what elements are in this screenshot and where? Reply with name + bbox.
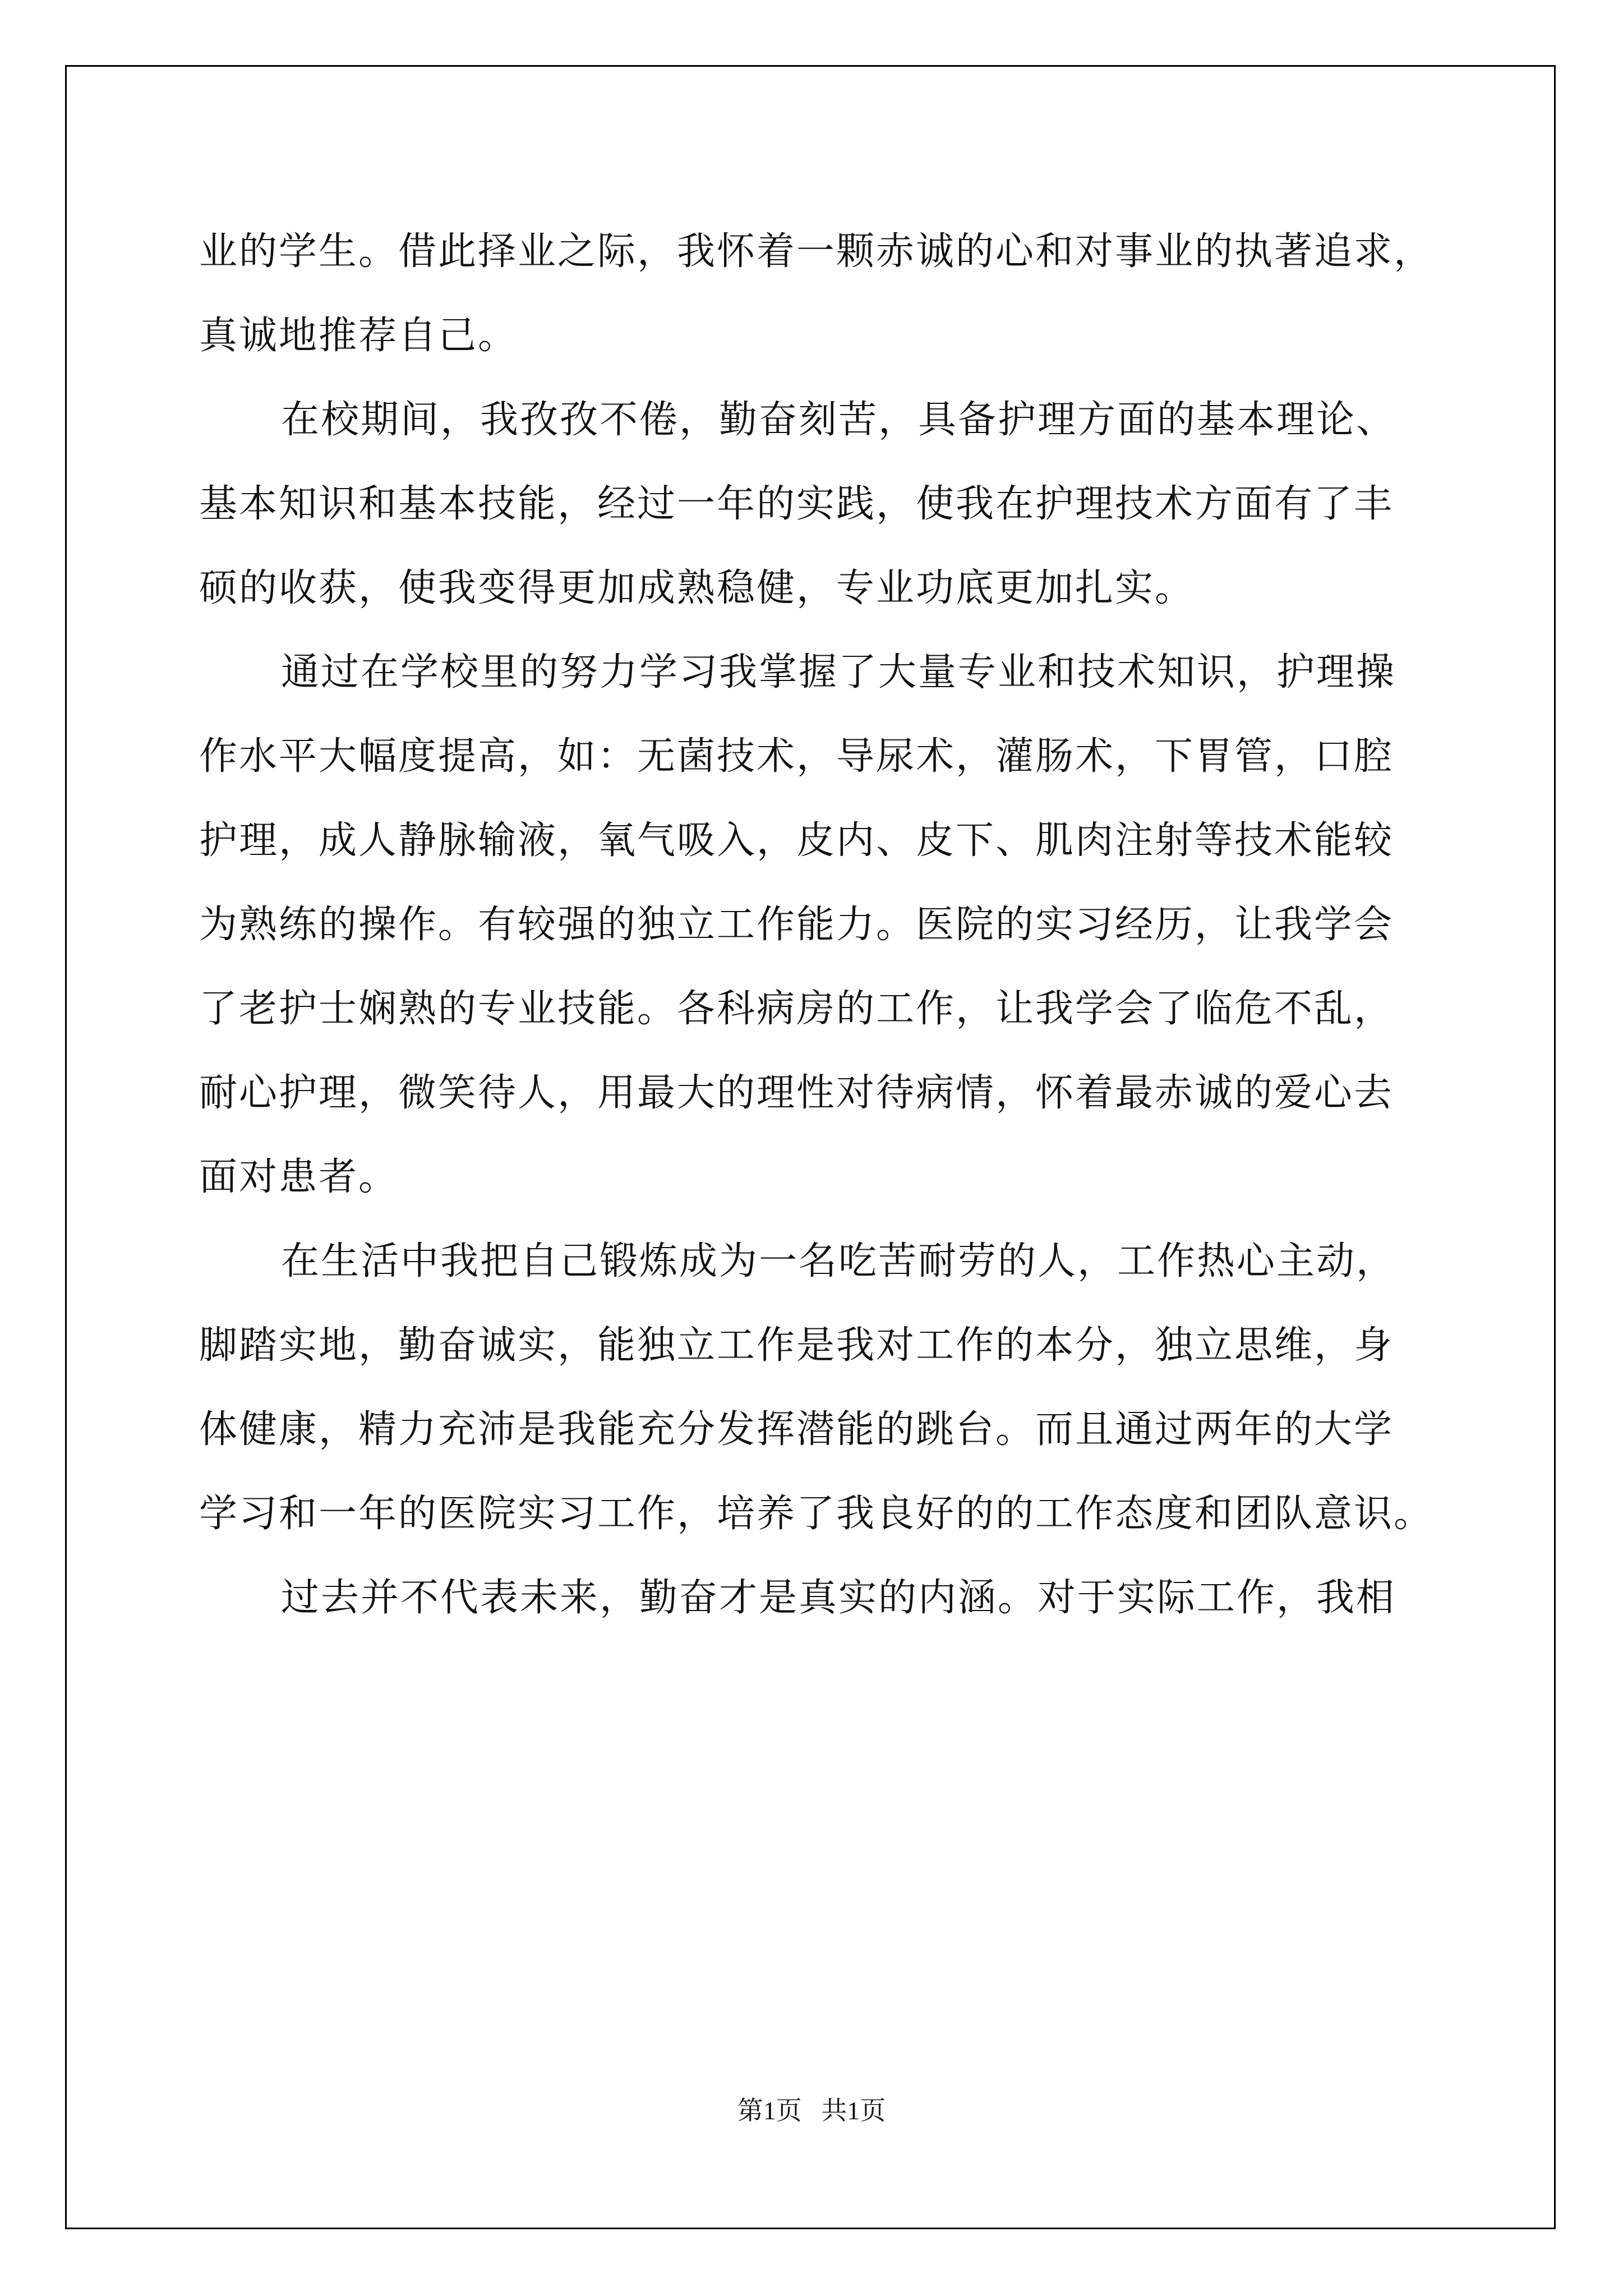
page-footer	[0, 2090, 1623, 2127]
text-line: 在校期间，我孜孜不倦，勤奋刻苦，具备护理方面的基本理论、	[281, 398, 1396, 442]
document-body	[199, 210, 1444, 1640]
text-line: 基本知识和基本技能，经过一年的实践，使我在护理技术方面有了丰	[199, 482, 1394, 526]
text-line: 面对患者。	[199, 1155, 399, 1199]
text-line: 在生活中我把自己锻炼成为一名吃苦耐劳的人，工作热心主动，	[281, 1239, 1396, 1283]
text-line: 学习和一年的医院实习工作，培养了我良好的的工作态度和团队意识。	[199, 1492, 1434, 1536]
text-line: 业的学生。借此择业之际，我怀着一颗赤诚的心和对事业的执著追求，	[199, 229, 1434, 274]
text-line: 为熟练的操作。有较强的独立工作能力。医院的实习经历，让我学会	[199, 903, 1394, 947]
page-number-label: 第1页 共1页	[737, 2096, 886, 2125]
text-line: 通过在学校里的努力学习我掌握了大量专业和技术知识，护理操	[281, 650, 1396, 694]
text-line: 体健康，精力充沛是我能充分发挥潜能的跳台。而且通过两年的大学	[199, 1407, 1394, 1452]
text-line: 过去并不代表未来，勤奋才是真实的内涵。对于实际工作，我相	[281, 1576, 1396, 1620]
text-line: 护理，成人静脉输液，氧气吸入，皮内、皮下、肌肉注射等技术能较	[199, 818, 1394, 863]
text-line: 脚踏实地，勤奋诚实，能独立工作是我对工作的本分，独立思维，身	[199, 1323, 1394, 1368]
text-line: 了老护士娴熟的专业技能。各科病房的工作，让我学会了临危不乱，	[199, 987, 1394, 1031]
text-line: 硕的收获，使我变得更加成熟稳健，专业功底更加扎实。	[199, 566, 1195, 610]
text-line: 真诚地推荐自己。	[199, 314, 518, 358]
text-line: 耐心护理，微笑待人，用最大的理性对待病情，怀着最赤诚的爱心去	[199, 1071, 1394, 1115]
text-line: 作水平大幅度提高，如：无菌技术，导尿术，灌肠术，下胃管，口腔	[199, 734, 1394, 779]
